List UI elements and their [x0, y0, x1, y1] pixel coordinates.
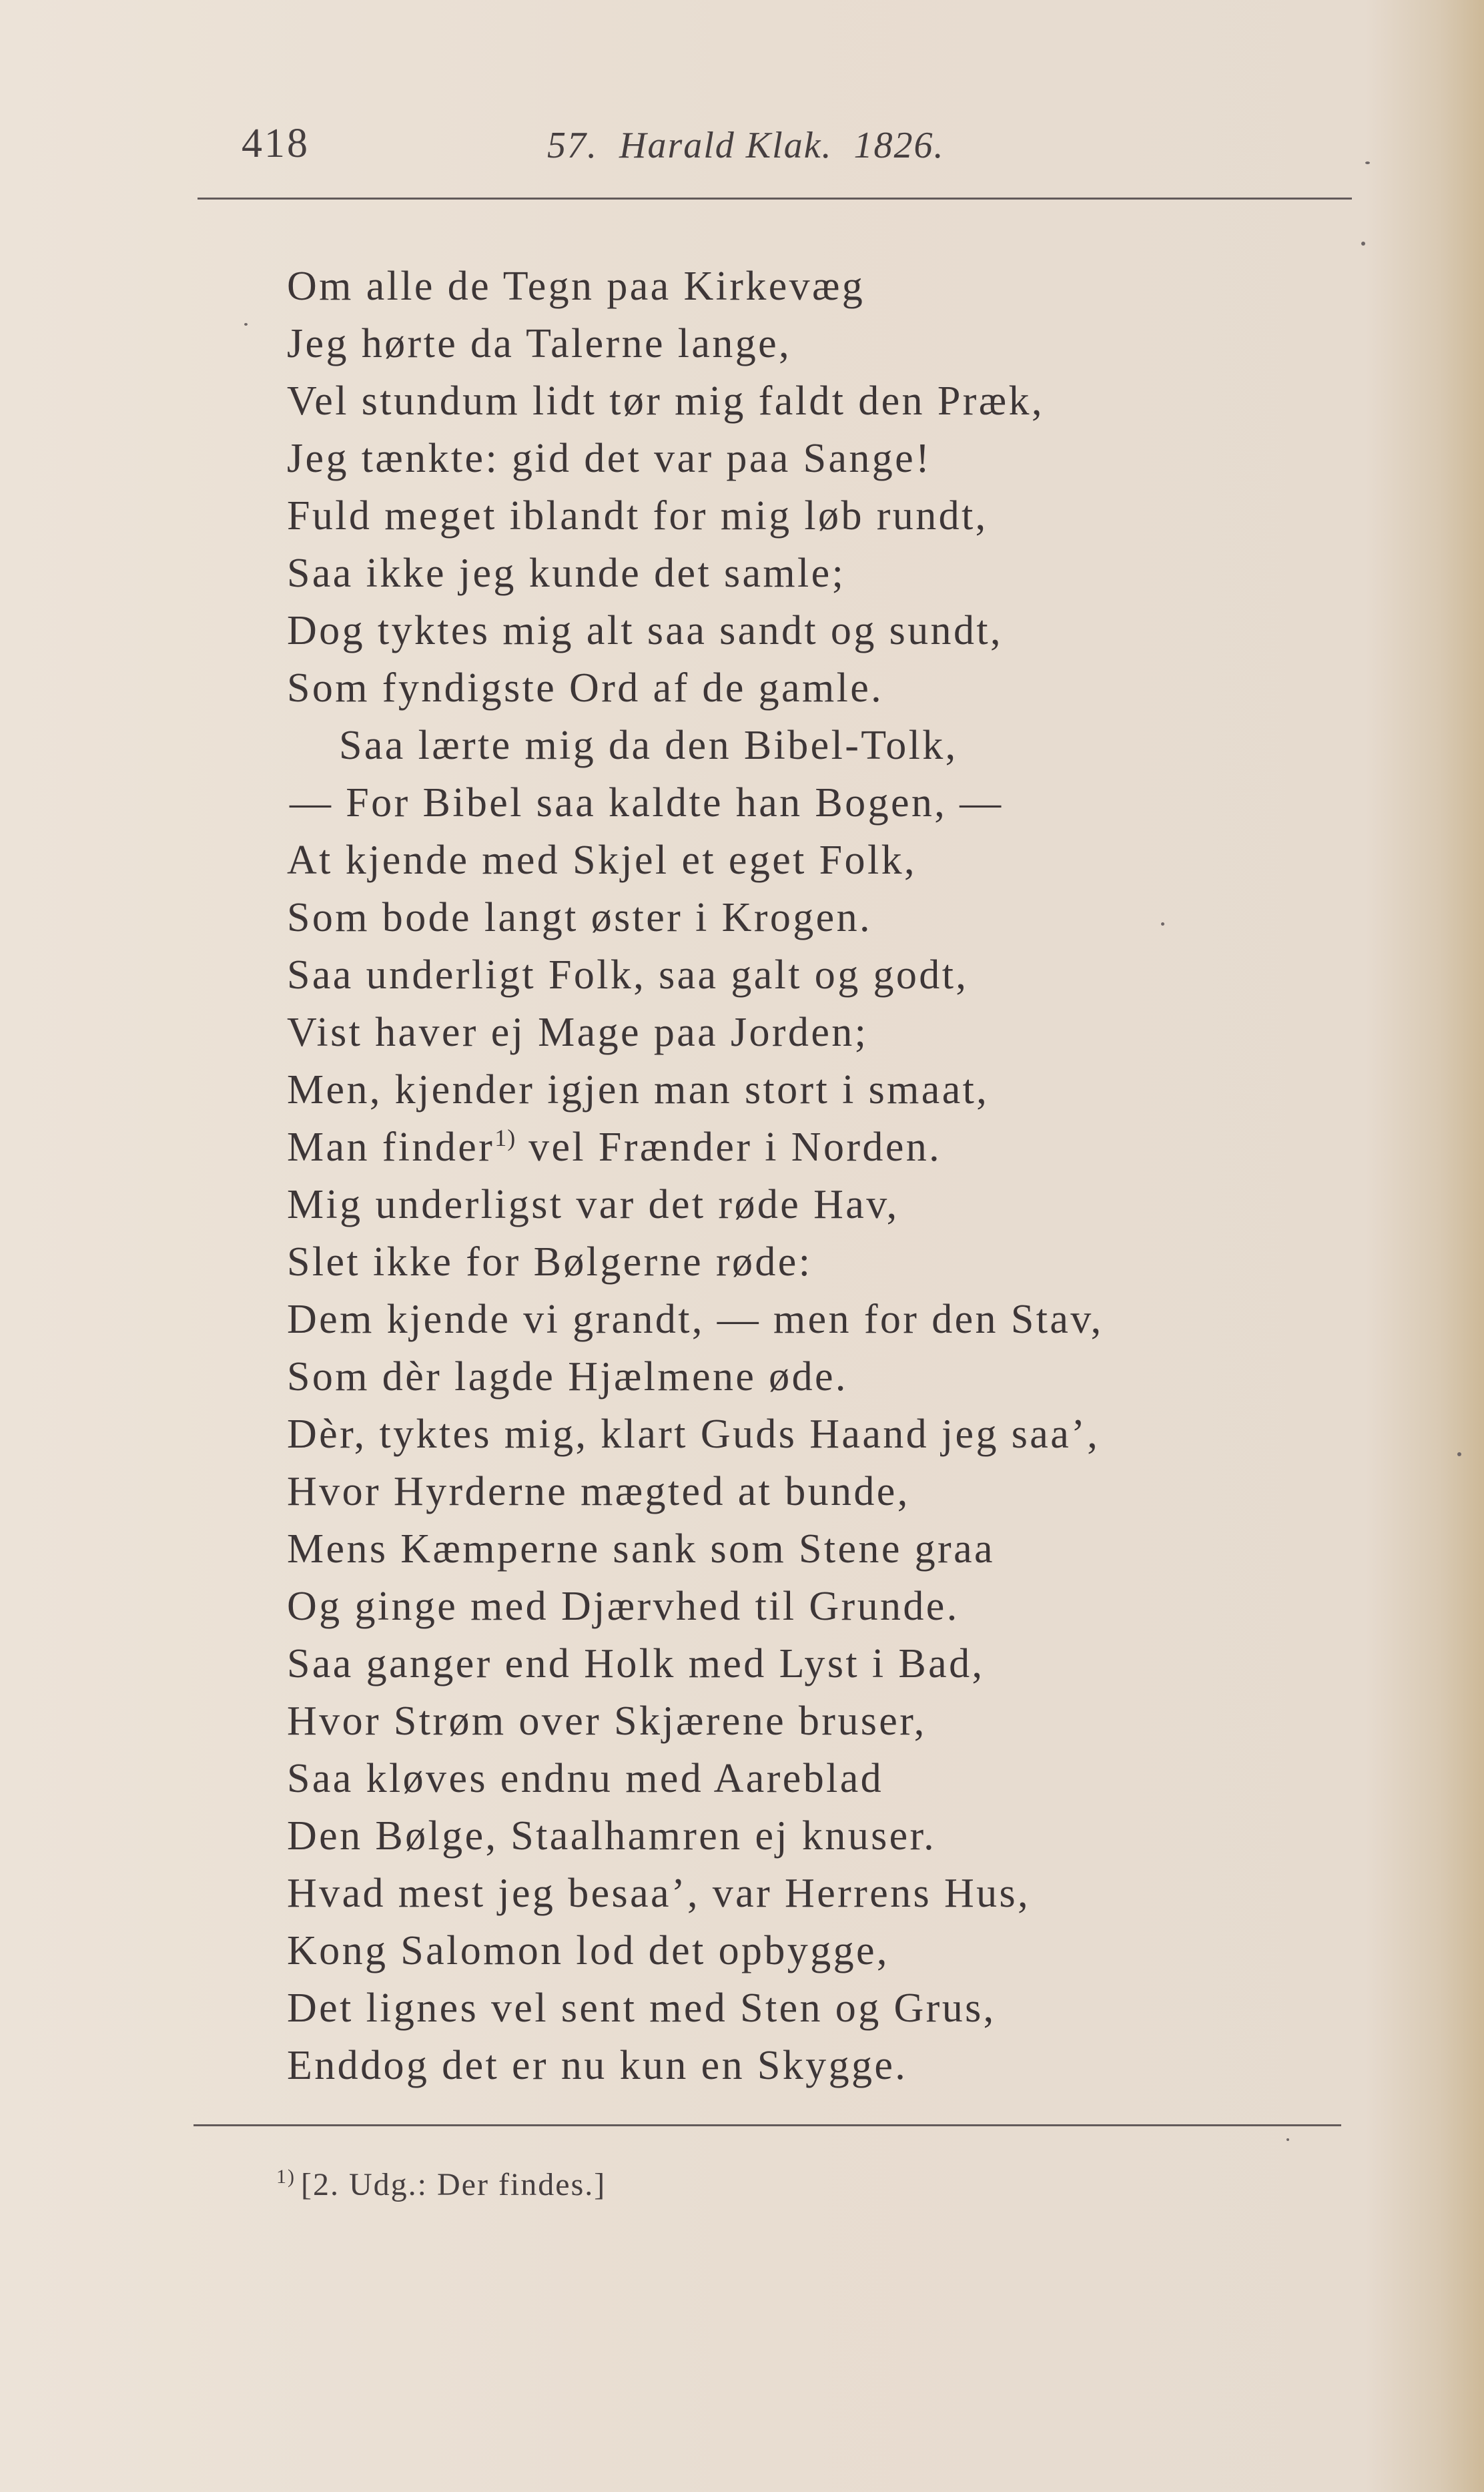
poem-line: [287, 545, 1368, 602]
poem-line-text: Som bode langt øster i Krogen.: [287, 895, 872, 940]
poem-line: [287, 1233, 1368, 1291]
poem-line-text: Saa ganger end Holk med Lyst i Bad,: [287, 1641, 985, 1686]
poem-line-text: — For Bibel saa kaldte han Bogen, —: [290, 780, 1004, 826]
poem-line-text: Hvor Strøm over Skjærene bruser,: [287, 1698, 927, 1744]
poem-line-text: Man finder: [287, 1125, 495, 1170]
poem-line-text: Hvor Hyrderne mægted at bunde,: [287, 1469, 910, 1514]
poem-line-text: Som fyndigste Ord af de gamle.: [287, 665, 884, 711]
poem-line: [287, 372, 1368, 430]
paper-speck: [244, 323, 248, 326]
poem-line: [287, 1692, 1368, 1750]
poem-line-text: Vel stundum lidt tør mig faldt den Præk,: [287, 378, 1044, 424]
poem-line: [287, 1979, 1368, 2037]
poem-line: [287, 1807, 1368, 1865]
poem-line-text: At kjende med Skjel et eget Folk,: [287, 838, 917, 883]
poem-line-text: Som dèr lagde Hjælmene øde.: [287, 1354, 848, 1399]
footnote-marker: 1): [276, 2166, 296, 2188]
poem-line: [287, 1406, 1368, 1463]
poem-line-text: Om alle de Tegn paa Kirkevæg: [287, 264, 865, 309]
poem-line-text: Mig underligst var det røde Hav,: [287, 1182, 899, 1227]
poem-line: [287, 1635, 1368, 1692]
poem-line: [287, 774, 1368, 832]
poem-line: [287, 832, 1368, 889]
paper-speck: [1286, 2138, 1289, 2141]
paper-speck: [1457, 1452, 1461, 1456]
poem-line: [287, 1578, 1368, 1635]
poem-line-text: Saa lærte mig da den Bibel-Tolk,: [339, 723, 958, 768]
poem-line-text: Fuld meget iblandt for mig løb rundt,: [287, 493, 988, 539]
poem-line: [287, 602, 1368, 659]
poem-line: [287, 1463, 1368, 1520]
poem-line-text: Den Bølge, Staalhamren ej knuser.: [287, 1813, 937, 1859]
poem-line-text: Kong Salomon lod det opbygge,: [287, 1928, 889, 1973]
poem-line-text: Vist haver ej Mage paa Jorden;: [287, 1010, 869, 1055]
poem-line-text: Jeg hørte da Talerne lange,: [287, 321, 791, 366]
footnote: [276, 2166, 606, 2203]
poem-line: [287, 1922, 1368, 1979]
poem-line: [287, 430, 1368, 487]
poem-line: [287, 1348, 1368, 1406]
poem-text: [287, 258, 1368, 2094]
poem-line: [287, 1176, 1368, 1233]
poem-line-text: Men, kjender igjen man stort i smaat,: [287, 1067, 990, 1113]
footnote-text: [2. Udg.: Der findes.]: [301, 2167, 607, 2202]
poem-line: [287, 1061, 1368, 1119]
footnote-rule: [194, 2124, 1341, 2126]
poem-line: [287, 258, 1368, 315]
poem-line-text: Jeg tænkte: gid det var paa Sange!: [287, 436, 932, 481]
poem-line: [287, 2037, 1368, 2094]
poem-line-text: Enddog det er nu kun en Skygge.: [287, 2043, 908, 2088]
running-title: 57. Harald Klak. 1826.: [547, 125, 945, 166]
poem-line-text: Saa ikke jeg kunde det samle;: [287, 551, 846, 596]
footnote-reference: 1): [494, 1125, 516, 1151]
poem-line: [287, 1750, 1368, 1807]
poem-line-text: Det lignes vel sent med Sten og Grus,: [287, 1985, 996, 2031]
poem-line-text: Dem kjende vi grandt, — men for den Stav,: [287, 1297, 1104, 1342]
paper-speck: [1365, 162, 1370, 164]
poem-line: [287, 889, 1368, 946]
poem-line: [287, 315, 1368, 372]
poem-line-text: Saa underligt Folk, saa galt og godt,: [287, 952, 969, 998]
poem-line-text: Og ginge med Djærvhed til Grunde.: [287, 1584, 960, 1629]
poem-line: [287, 717, 1368, 774]
poem-line: [287, 1291, 1368, 1348]
poem-line: [287, 1520, 1368, 1578]
header-rule: [198, 198, 1352, 200]
poem-line: [287, 659, 1368, 717]
poem-line-text: Hvad mest jeg besaa’, var Herrens Hus,: [287, 1871, 1030, 1916]
paper-speck: [1161, 922, 1164, 926]
poem-line-text: Slet ikke for Bølgerne røde:: [287, 1239, 813, 1285]
poem-line-text: Dog tyktes mig alt saa sandt og sundt,: [287, 608, 1003, 653]
poem-line: [287, 946, 1368, 1004]
poem-line-text: Dèr, tyktes mig, klart Guds Haand jeg saa’,: [287, 1412, 1100, 1457]
poem-line: [287, 1119, 1368, 1176]
poem-line-text: Saa kløves endnu med Aareblad: [287, 1756, 884, 1801]
poem-line-text-continued: vel Frænder i Norden.: [516, 1125, 942, 1170]
page-number: 418: [242, 121, 310, 166]
poem-line: [287, 1865, 1368, 1922]
paper-speck: [1361, 242, 1365, 246]
poem-line: [287, 487, 1368, 545]
poem-line: [287, 1004, 1368, 1061]
poem-line-text: Mens Kæmperne sank som Stene graa: [287, 1526, 995, 1572]
